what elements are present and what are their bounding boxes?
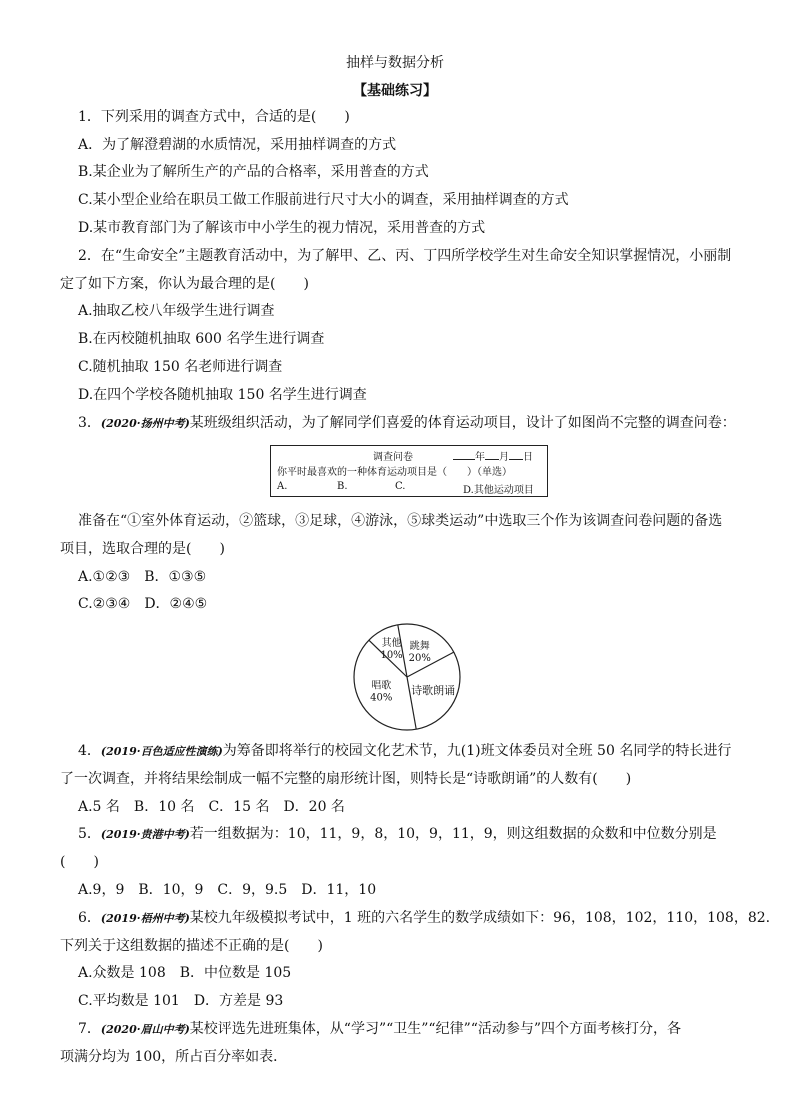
q6-options-ab: A.众数是 108 B．中位数是 105: [78, 965, 292, 981]
pie-label-2: 唱歌: [371, 680, 392, 692]
q2-option-c: C.随机抽取 150 名老师进行调查: [78, 359, 283, 375]
q3-stem: [78, 414, 736, 433]
questionnaire-date: [453, 448, 533, 463]
q7-number: 7．: [78, 1021, 101, 1037]
questionnaire-title: 调查问卷: [373, 452, 413, 463]
q6-number: 6．: [78, 910, 101, 926]
q5-source: (2019·贵港中考): [100, 828, 190, 841]
q2-stem-line2: 定了如下方案，你认为最合理的是( ): [60, 276, 309, 292]
q3-options-ab: A.①②③ B．①③⑤: [78, 569, 207, 585]
page-title: 抽样与数据分析: [346, 55, 444, 71]
q1-option-b: B.某企业为了解所生产的产品的合格率，采用普查的方式: [78, 164, 429, 180]
questionnaire-option-a: A.: [277, 481, 288, 492]
specialty-pie-chart: [352, 622, 462, 732]
questionnaire-question: 你平时最喜欢的一种体育运动项目是（ ）（单选）: [277, 467, 512, 478]
q1-option-c: C.某小型企业给在职员工做工作服前进行尺寸大小的调查，采用抽样调查的方式: [78, 192, 569, 208]
q2-stem-line1: 2．在“生命安全”主题教育活动中，为了解甲、乙、丙、丁四所学校学生对生命安全知识掌握情况，小丽制: [78, 248, 732, 264]
q5-text: 若一组数据为：10，11，9，8，10，9，11，9，则这组数据的众数和中位数分别是: [189, 826, 717, 842]
pie-value-2: 40%: [370, 692, 393, 704]
pie-labels: [370, 636, 455, 704]
q7-source: (2020·眉山中考): [100, 1023, 190, 1036]
q3-source: (2020·扬州中考): [100, 417, 190, 430]
month-blank: [485, 450, 499, 460]
day-label: 日: [523, 452, 533, 463]
q5-stem-line1: [78, 825, 717, 844]
q3-options-cd: C.②③④ D．②④⑤: [78, 596, 208, 612]
survey-questionnaire-box: [270, 445, 548, 497]
q4-stem-line2: 了一次调查，并将结果绘制成一幅不完整的扇形统计图，则特长是“诗歌朗诵”的人数有( ): [60, 771, 632, 787]
q4-options: A.5 名 B．10 名 C．15 名 D．20 名: [78, 799, 345, 815]
q1-option-a: A．为了解澄碧湖的水质情况，采用抽样调查的方式: [78, 137, 397, 153]
q3-para-line1: 准备在“①室外体育运动，②篮球，③足球，④游泳，⑤球类运动”中选取三个作为该调查问卷问题的备选: [78, 513, 723, 529]
q3-text: 某班级组织活动，为了解同学们喜爱的体育运动项目，设计了如图尚不完整的调查问卷：: [189, 415, 736, 431]
q6-stem-line1: [78, 909, 770, 928]
q4-text: 为筹备即将举行的校园文化艺术节，九(1)班文体委员对全班 50 名同学的特长进行: [222, 743, 732, 759]
year-blank: [453, 450, 475, 460]
pie-label-1: 诗歌朗诵: [411, 683, 456, 697]
q1-option-d: D.某市教育部门为了解该市中小学生的视力情况，采用普查的方式: [78, 220, 486, 236]
questionnaire-option-d: D.其他运动项目: [463, 485, 534, 496]
year-label: 年: [475, 452, 485, 463]
q1-stem: 1．下列采用的调查方式中，合适的是( ): [78, 109, 350, 125]
q5-options: A.9，9 B．10，9 C．9，9.5 D．11，10: [78, 882, 377, 898]
q4-source: (2019·百色适应性演练): [100, 745, 223, 758]
pie-label-3: 其他: [381, 637, 402, 649]
q4-number: 4．: [78, 743, 101, 759]
q6-options-cd: C.平均数是 101 D．方差是 93: [78, 993, 284, 1009]
pie-label-0: 跳舞: [409, 640, 430, 652]
q7-text: 某校评选先进班集体，从“学习”“卫生”“纪律”“活动参与”四个方面考核打分，各: [189, 1021, 682, 1037]
q6-stem-line2: 下列关于这组数据的描述不正确的是( ): [60, 938, 323, 954]
pie-value-3: 10%: [380, 649, 403, 661]
q6-text: 某校九年级模拟考试中，1 班的六名学生的数学成绩如下：96，108，102，110，108，82.: [189, 910, 771, 926]
q6-source: (2019·梧州中考): [100, 912, 190, 925]
questionnaire-option-c: C.: [395, 481, 406, 492]
q5-number: 5．: [78, 826, 101, 842]
month-label: 月: [499, 452, 509, 463]
q7-stem-line2: 项满分均为 100，所占百分率如表．: [60, 1049, 288, 1065]
q5-stem-line2: ( ): [60, 854, 99, 870]
q3-para-line2: 项目，选取合理的是( ): [60, 541, 225, 557]
day-blank: [509, 450, 523, 460]
q2-option-b: B.在丙校随机抽取 600 名学生进行调查: [78, 331, 325, 347]
q2-option-a: A.抽取乙校八年级学生进行调查: [78, 303, 275, 319]
q4-stem-line1: [78, 742, 731, 761]
q3-number: 3．: [78, 415, 101, 431]
pie-value-0: 20%: [408, 652, 431, 664]
questionnaire-option-b: B.: [337, 481, 348, 492]
q2-option-d: D.在四个学校各随机抽取 150 名学生进行调查: [78, 387, 367, 403]
q7-stem-line1: [78, 1020, 681, 1039]
section-heading: 【基础练习】: [353, 83, 437, 99]
